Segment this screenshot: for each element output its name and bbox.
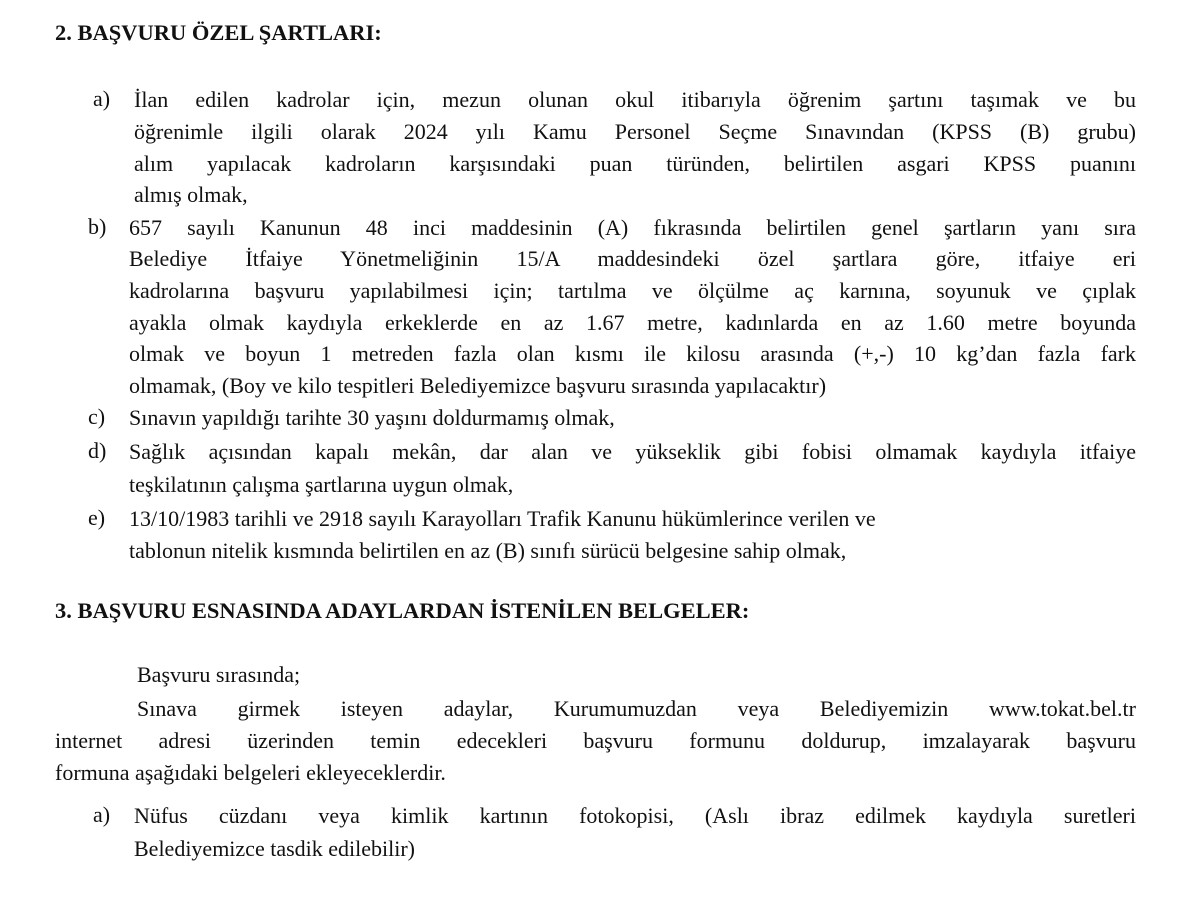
item-text-line: 13/10/1983 tarihli ve 2918 sayılı Karayolları Trafik Kanunu hükümlerince verilen ve	[129, 506, 876, 531]
item-text-line: İlan edilen kadrolar için, mezun olunan okul itibarıyla öğrenim şartını taşımak ve bu	[134, 87, 1136, 112]
item-text-line: Sınavın yapıldığı tarihte 30 yaşını doldurmamış olmak,	[129, 405, 615, 430]
item-label: e)	[88, 505, 106, 530]
item-text-line: ayakla olmak kaydıyla erkeklerde en az 1.67 metre, kadınlarda en az 1.60 metre boyunda	[129, 310, 1136, 335]
item-text-line: olmak ve boyun 1 metreden fazla olan kısmı ile kilosu arasında (+,-) 10 kg’dan fazla fark	[129, 341, 1136, 366]
section-2-heading: 2. BAŞVURU ÖZEL ŞARTLARI:	[55, 20, 382, 45]
item-text-line: 657 sayılı Kanunun 48 inci maddesinin (A) fıkrasında belirtilen genel şartların yanı sıra	[129, 215, 1136, 240]
item-text-line: alım yapılacak kadroların karşısındaki puan türünden, belirtilen asgari KPSS puanını	[134, 151, 1136, 176]
paragraph-line: internet adresi üzerinden temin edecekleri başvuru formunu doldurup, imzalayarak başvuru	[55, 728, 1136, 753]
paragraph-line: Sınava girmek isteyen adaylar, Kurumumuzdan veya Belediyemizin www.tokat.bel.tr	[137, 696, 1136, 721]
paragraph-line: formuna aşağıdaki belgeleri ekleyeceklerdir.	[55, 760, 446, 785]
item-text-line: Nüfus cüzdanı veya kimlik kartının fotokopisi, (Aslı ibraz edilmek kaydıyla suretleri	[134, 803, 1136, 828]
item-text-line: teşkilatının çalışma şartlarına uygun olmak,	[129, 472, 514, 497]
item-label: a)	[93, 802, 111, 827]
item-text-line: Belediye İtfaiye Yönetmeliğinin 15/A maddesindeki özel şartlara göre, itfaiye eri	[129, 246, 1136, 271]
item-text-line: kadrolarına başvuru yapılabilmesi için; tartılma ve ölçülme aç karnına, soyunuk ve çıplak	[129, 278, 1136, 303]
item-label: a)	[93, 86, 111, 111]
item-text-line: Sağlık açısından kapalı mekân, dar alan ve yükseklik gibi fobisi olmamak kaydıyla itfaiye	[129, 439, 1136, 464]
item-label: c)	[88, 404, 106, 429]
item-label: b)	[88, 214, 107, 239]
item-text-line: öğrenimle ilgili olarak 2024 yılı Kamu Personel Seçme Sınavından (KPSS (B) grubu)	[134, 119, 1136, 144]
section-3-intro: Başvuru sırasında;	[137, 662, 301, 687]
section-3-heading: 3. BAŞVURU ESNASINDA ADAYLARDAN İSTENİLEN BELGELER:	[55, 598, 750, 623]
item-text-line: almış olmak,	[134, 182, 248, 207]
item-text-line: olmamak, (Boy ve kilo tespitleri Belediyemizce başvuru sırasında yapılacaktır)	[129, 373, 827, 398]
item-label: d)	[88, 438, 107, 463]
item-text-line: Belediyemizce tasdik edilebilir)	[134, 836, 416, 861]
item-text-line: tablonun nitelik kısmında belirtilen en az (B) sınıfı sürücü belgesine sahip olmak,	[129, 538, 847, 563]
